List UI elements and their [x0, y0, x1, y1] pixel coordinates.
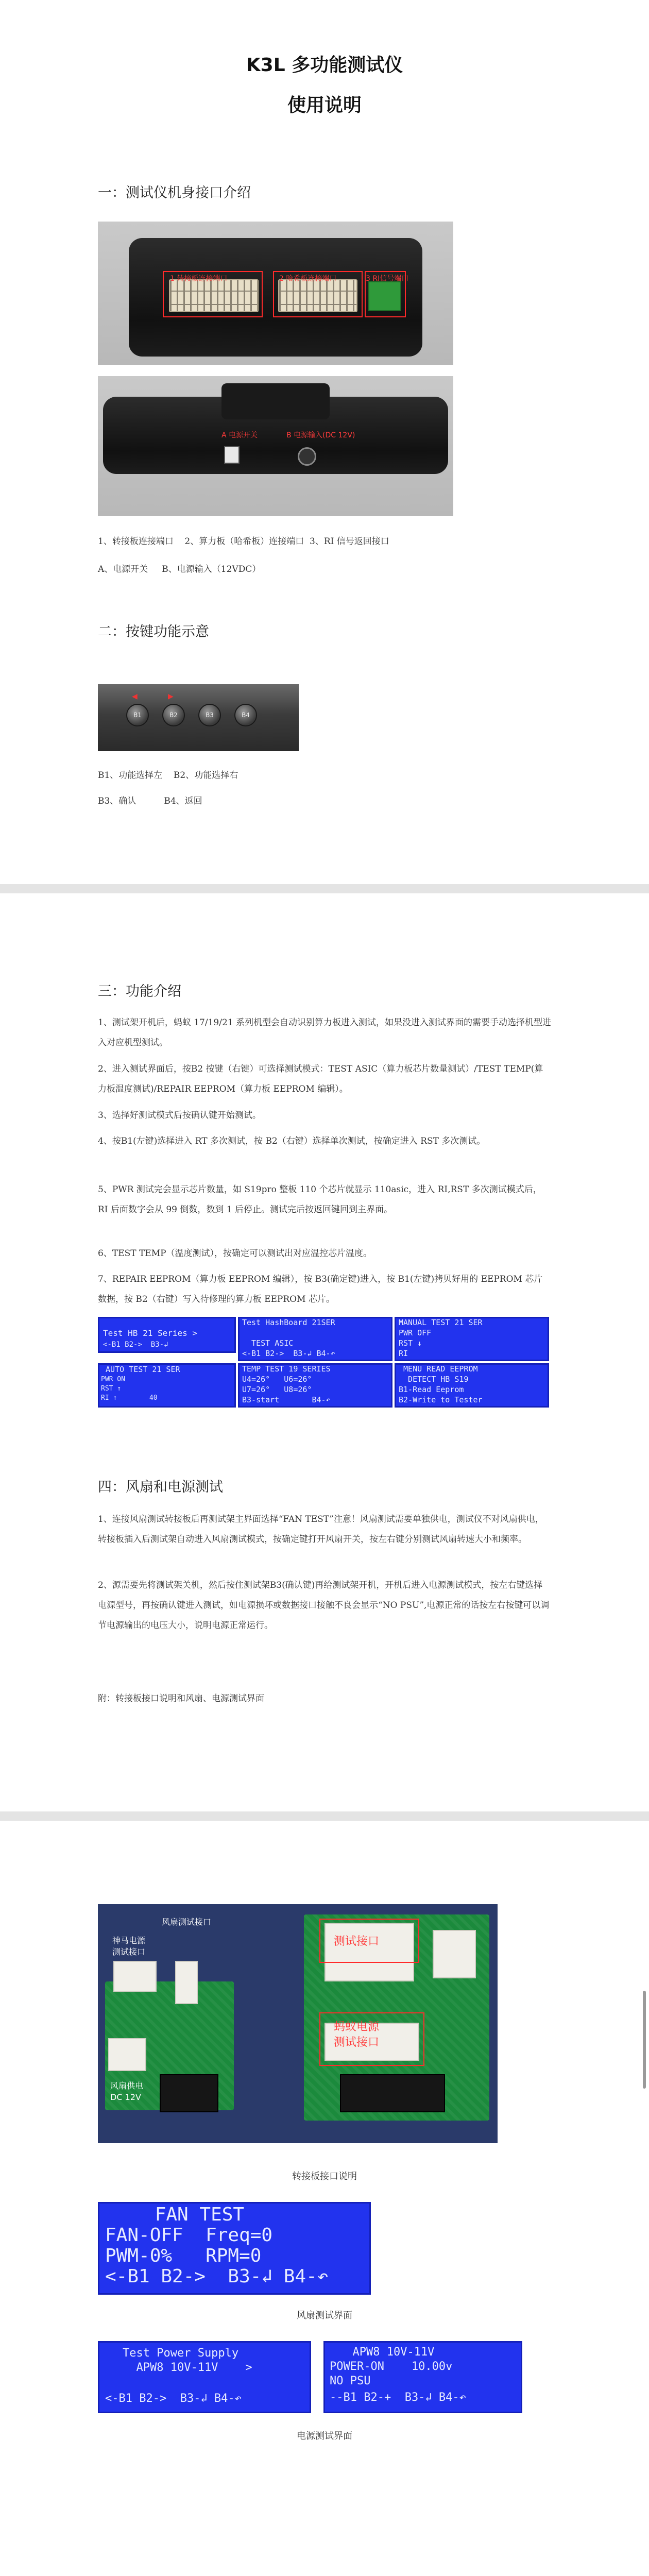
device-connectors-photo — [98, 222, 453, 365]
psu-status-screen: APW8 10V-11V POWER-ON 10.00v NO PSU --B1 B2-+ B3-↲ B4-↶ — [323, 2341, 522, 2413]
fan-power-connector — [108, 2038, 146, 2071]
section3-para-2: 2、进入测试界面后，按B2 按键（右键）可选择测试模式：TEST ASIC（算力板芯片数量测试）/TEST TEMP(算力板温度测试)/REPAIR EEPROM（算力板 EEPROM 编辑）。 — [98, 1064, 543, 1094]
section3-heading: 三：功能介绍 — [98, 984, 181, 999]
section1-caption-2: A、电源开关 B、电源输入（12VDC） — [98, 564, 261, 574]
page-3 — [0, 1821, 649, 2576]
fan-test-screen: FAN TEST FAN-OFF Freq=0 PWM-0% RPM=0 <-B1 B2-> B3-↲ B4-↶ — [98, 2202, 371, 2295]
screen-temp-test: TEMP TEST 19 SERIES U4=26° U6=26° U7=26° U8=26° B3-start B4-↶ — [238, 1363, 392, 1408]
photo1-label-3: 3 RI信号端口 — [366, 275, 409, 283]
section4-heading: 四：风扇和电源测试 — [98, 1479, 223, 1495]
screen-read-eeprom: MENU READ EEPROM DETECT HB S19 B1-Read Eeprom B2-Write to Tester — [395, 1363, 549, 1408]
section3-para-3: 3、选择好测试模式后按确认键开始测试。 — [98, 1110, 261, 1121]
board-label-fan-power: 风扇供电 DC 12V — [110, 2081, 144, 2102]
key-b3: B3 — [198, 704, 221, 726]
power-jack — [298, 447, 316, 466]
power-switch — [224, 446, 240, 464]
adapter-board-photo — [98, 1904, 498, 2143]
caption-board: 转接板接口说明 — [292, 2171, 357, 2182]
left-arrow-icon: ◀ — [132, 692, 138, 701]
section1-caption-1: 1、转接板连接端口 2、算力板（哈希板）连接端口 3、RI 信号返回接口 — [98, 536, 389, 547]
device-screen-top — [221, 383, 330, 419]
keys-photo — [98, 684, 299, 751]
section3-para-5: 5、PWR 测试完会显示芯片数量，如 S19pro 整板 110 个芯片就显示 110asic，进入 RI,RST 多次测试模式后，RI 后面数字会从 99 倒数，数到 1 后停止。测试完后按返回键回到主界面。 — [98, 1184, 542, 1215]
key-b1: B1 — [126, 704, 149, 726]
board-label-bitmain-psu: 蚂蚁电源 测试接口 — [334, 2021, 380, 2049]
section2-line-2: B3、确认 B4、返回 — [98, 796, 202, 806]
section3-para-7: 7、REPAIR EEPROM（算力板 EEPROM 编辑），按 B3(确定键)进入，按 B1(左键)拷贝好用的 EEPROM 芯片数据，按 B2（右键）写入待修理的算力板 EEPROM 芯片。 — [98, 1274, 543, 1304]
photo1-label-2: 2 哈希板连接端口 — [279, 275, 337, 283]
caption-psu: 电源测试界面 — [297, 2431, 352, 2442]
section3-para-6: 6、TEST TEMP（温度测试），按确定可以测试出对应温控芯片温度。 — [98, 1248, 372, 1259]
section1-heading: 一：测试仪机身接口介绍 — [98, 185, 251, 201]
doc-subtitle: 使用说明 — [287, 95, 362, 116]
section3-para-4: 4、按B1(左键)选择进入 RT 多次测试，按 B2（右键）选择单次测试，按确定进入 RST 多次测试。 — [98, 1136, 486, 1146]
photo2-label-a: A 电源开关 — [221, 431, 258, 439]
side-connector — [433, 1930, 476, 1978]
section4-note: 附：转接板接口说明和风扇、电源测试界面 — [98, 1693, 264, 1704]
screen-test-hashboard: Test HashBoard 21SER TEST ASIC <-B1 B2-> B3-↲ B4-↶ — [238, 1317, 392, 1361]
key-b4: B4 — [234, 704, 257, 726]
screen-test-hb-series: Test HB 21 Series > <-B1 B2-> B3-↲ — [98, 1317, 236, 1353]
left-black-connector — [160, 2074, 218, 2112]
section4-para-2: 2、源需要先将测试架关机，然后按住测试架B3(确认键)再给测试架开机，开机后进入电源测试模式，按左右键选择电源型号，再按确认键进入测试，如电源损坏或数据接口接触不良会显示“NO PSU”,电源正常的话按左右按键可以调节电源输出的电压大小，说明电源正常运行。 — [98, 1580, 550, 1631]
section4-para-1: 1、连接风扇测试转接板后再测试架主界面选择“FAN TEST”注意！风扇测试需要单独供电，测试仪不对风扇供电，转接板插入后测试架自动进入风扇测试模式，按确定键打开风扇开关，按左右键分别测试风扇转速大小和频率。 — [98, 1514, 544, 1545]
caption-fan: 风扇测试界面 — [297, 2310, 352, 2321]
key-b2: B2 — [162, 704, 185, 726]
screen-auto-test: AUTO TEST 21 SER PWR ON RST ↑ RI ↑ 40 — [98, 1363, 236, 1408]
photo2-label-b: B 电源输入(DC 12V) — [286, 431, 355, 439]
doc-title: K3L 多功能测试仪 — [246, 55, 403, 76]
scrollbar-thumb[interactable] — [643, 1991, 646, 2089]
shenma-connector — [113, 1961, 157, 1992]
section2-line-1: B1、功能选择左 B2、功能选择右 — [98, 770, 238, 781]
fan-connector — [175, 1961, 198, 2004]
board-label-shenma: 神马电源 测试接口 — [112, 1936, 146, 1957]
board-label-test: 测试接口 — [334, 1935, 380, 1948]
photo1-label-1: 1 转接板连接端口 — [170, 275, 228, 283]
psu-select-screen: Test Power Supply APW8 10V-11V > <-B1 B2-> B3-↲ B4-↶ — [98, 2341, 311, 2413]
section3-para-1: 1、测试架开机后，蚂蚁 17/19/21 系列机型会自动识别算力板进入测试，如果没进入测试界面的需要手动选择机型进入对应机型测试。 — [98, 1018, 551, 1048]
page-1 — [0, 0, 649, 884]
section2-heading: 二：按键功能示意 — [98, 624, 209, 640]
screen-manual-test: MANUAL TEST 21 SER PWR OFF RST ↓ RI — [395, 1317, 549, 1361]
device-power-photo — [98, 376, 453, 516]
right-arrow-icon: ▶ — [168, 692, 174, 701]
board-label-fan: 风扇测试接口 — [162, 1917, 212, 1927]
right-black-connector — [340, 2074, 445, 2112]
page-2 — [0, 893, 649, 1811]
